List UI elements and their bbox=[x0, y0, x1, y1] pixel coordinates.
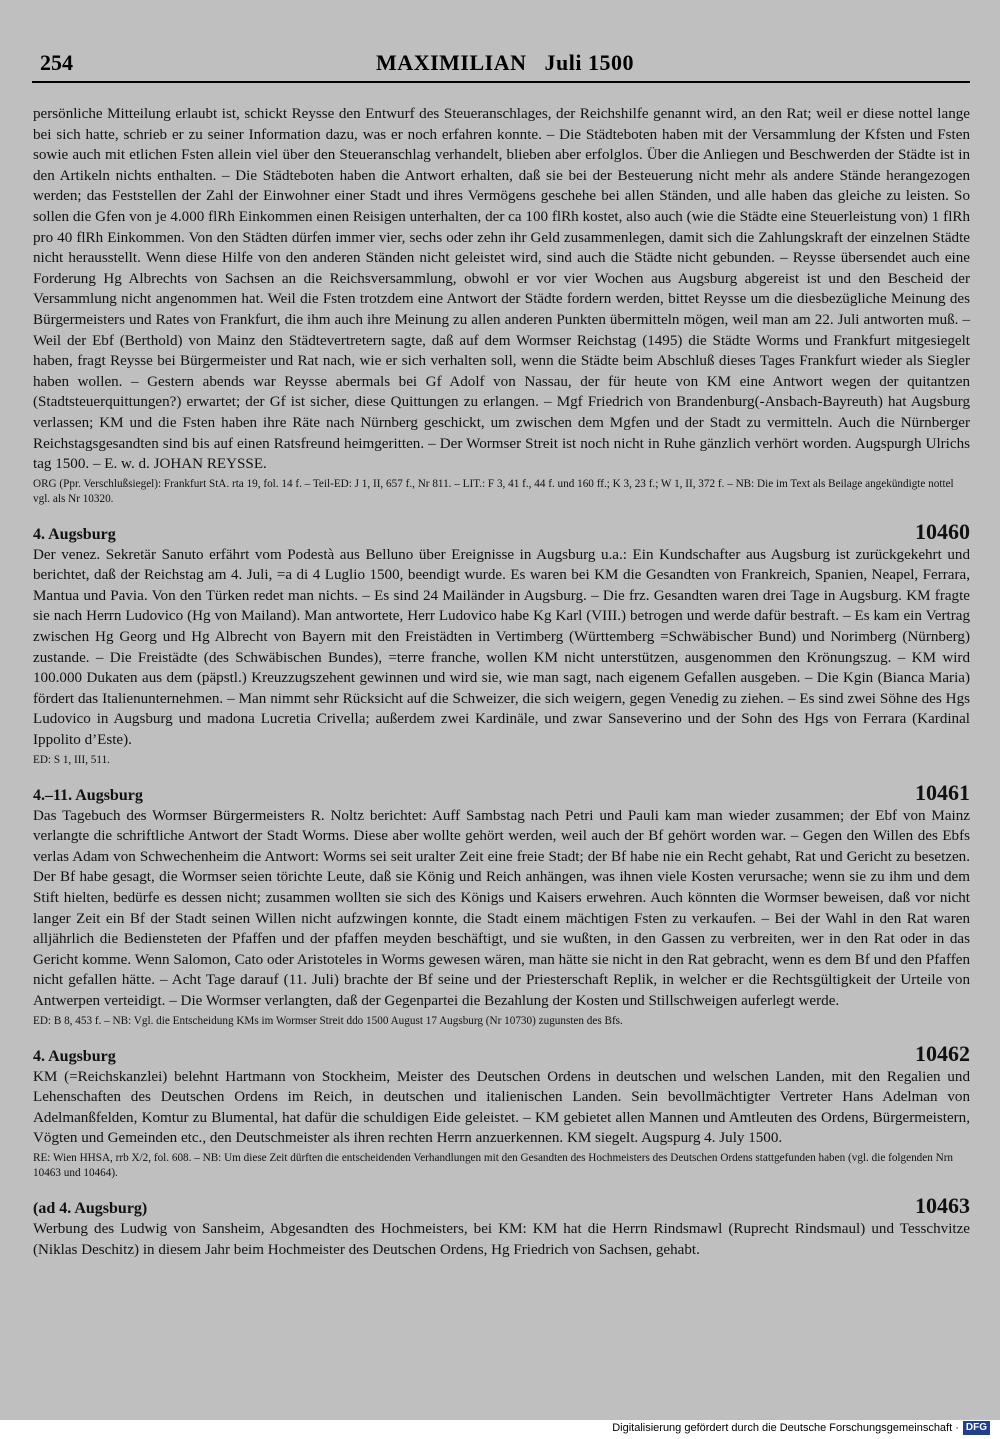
header-rule bbox=[32, 81, 970, 83]
entry-header bbox=[33, 519, 970, 545]
entry-source: ED: B 8, 453 f. – NB: Vgl. die Entscheidung KMs im Wormser Streit ddo 1500 August 17 Augsburg (Nr 10730) zugunsten des Bfs. bbox=[33, 1014, 623, 1027]
footer-credit: Digitalisierung gefördert durch die Deutsche Forschungsgemeinschaft · bbox=[612, 1422, 959, 1434]
entry-source: ED: S 1, III, 511. bbox=[33, 753, 110, 766]
entry-header bbox=[33, 780, 970, 806]
entry-text: Der venez. Sekretär Sanuto erfährt vom Podestà aus Belluno über Ereignisse in Augsburg u.a.: Ein Kundschafter aus Augsburg ist zurückgekehrt und berichtet, daß der Reichstag am 4. Juli, =a di 4 Luglio 1500, beendigt wurde. Es waren bei KM die Gesandten von Frankreich, Spanien, Neapel, Ferrara, Mantua und Pavia. Von den Türken redet man nichts. – Es sind 24 Mailänder in Augsburg. – Die frz. Gesandten waren drei Tage in Augsburg. KM fragte sie nach Herrn Ludovico (Hg von Mailand). Man antwortete, Herr Ludovico habe Kg Karl (VIII.) betrogen und werde dafür bestraft. – Es kam ein Vertrag zwischen Hg Georg und Hg Albrecht von Bayern mit den Freistädten in Vertimberg (Württemberg =Schwäbischer Bund) und Norimberg (Nürnberg) zustande. – Die Freistädte (des Schwäbischen Bundes), =terre franche, wollen KM nicht unterstützen, ausgenommen den Krönungszug. – KM wird 100.000 Dukaten aus dem (päpstl.) Kreuzzugszehent gewinnen und wird sie, wie man sagt, nach eigenem Gefallen ausgeben. – Die Kgin (Bianca Maria) fördert das Italienunternehmen. – Man nimmt sehr Rücksicht auf die Schweizer, die sich weigern, gegen Venedig zu ziehen. – Es sind zwei Söhne des Hgs Ludovico in Augsburg und madona Lucretia Crivella; außerdem zwei Kardinäle, und zwar Sanseverino und der Sohn des Hgs von Ferrara (Kardinal Ippolito d’Este). bbox=[33, 546, 970, 749]
entry-date: 4. Augsburg bbox=[33, 525, 116, 543]
entry-date: 4.–11. Augsburg bbox=[33, 786, 143, 804]
dfg-logo: DFG bbox=[963, 1421, 990, 1435]
continuation-text: persönliche Mitteilung erlaubt ist, schickt Reysse den Entwurf des Steueranschlages, der Reichshilfe genannt wird, an den Rat; weil er diese nottel lange bei sich hatte, schrieb er zu seiner Information dazu, was er noch erfahren konnte. – Die Städteboten haben mit der Versammlung der Kfsten und Fsten sowie auch mit etlichen Fsten allein viel über den Steueranschlag verhandelt, blieben aber erfolglos. Über die Anliegen und Beschwerden der Städte ist in den Artikeln nichts enthalten. – Die Städteboten haben die Antwort erhalten, daß sie bei der Besteuerung nicht mehr als andere Stände herangezogen werden; das Feststellen der Zahl der Einwohner einer Stadt und ihres Vermögens geschehe bei allen Ständen, und alle haben das gleiche zu leisten. So sollen die Gfen von je 4.000 flRh Einkommen einen Reisigen unterhalten, der ca 100 flRh kostet, also auch (wie die Städte eine Steuerleistung von) 1 flRh pro 40 flRh Einkommen. Von den Städten dürfen immer vier, sechs oder zehn ihr Geld zusammenlegen, damit sich die Zahlungskraft der einzelnen Städte nicht herausstellt. Wenn diese Hilfe von den anderen Ständen nicht geleistet wird, sind auch die Städte nicht gebunden. – Reysse übersendet auch eine Forderung Hg Albrechts von Sachsen an die Reichsversammlung, obwohl er vor vier Wochen aus Augsburg abgereist ist und den Bescheid der Versammlung nicht angenommen hat. Weil die Fsten trotzdem eine Antwort der Städte fordern werden, bittet Reysse um die diesbezügliche Meinung des Bürgermeisters und Rates von Frankfurt, die ihm auch ihre Meinung zu allen anderen Punkten übermitteln mögen, weil man am 22. Juli antworten muß. – Weil der Ebf (Berthold) von Mainz den Städtevertretern sagte, daß auf dem Wormser Reichstag (1495) die Städte Worms und Frankfurt mitgesiegelt haben, fragt Reysse bei Bürgermeister und Rat nach, wie er sich verhalten soll, wenn die Städte beim Abschluß dieses Tages Frankfurt wieder als Siegler haben wollen. – Gestern abends war Reysse abermals bei Gf Adolf von Nassau, der für heute von KM eine Antwort wegen der quitantzen (Stadtsteuerquittungen?) erwartet; der Gf ist sicher, diese Quittungen zu erlangen. – Mgf Friedrich von Brandenburg(-Ansbach-Bayreuth) hat Augsburg verlassen; KM und die Fsten haben ihre Räte nach Nürnberg geschickt, um zwischen dem Mgfen und der Stadt zu vermitteln. Auch die Nürnberger Reichstagsgesandten sind bis auf einen Ratsfreund heimgeritten. – Der Wormser Streit ist noch nicht in Ruhe gänzlich verhört worden. Augspurgh Ulrichs tag 1500. – E. w. d. JOHAN REYSSE. bbox=[33, 106, 970, 473]
entry-number: 10462 bbox=[915, 1040, 970, 1066]
regest-entry bbox=[33, 1041, 970, 1181]
entry-date: (ad 4. Augsburg) bbox=[33, 1199, 148, 1217]
entry-source: RE: Wien HHSA, rrb X/2, fol. 608. – NB: Um diese Zeit dürften die entscheidenden Verhandlungen mit den Gesandten des Hochmeisters des Deutschen Ordens stattgefunden haben (vgl. die folgenden Nrn 10463 und 10464). bbox=[33, 1151, 954, 1179]
entry-number: 10463 bbox=[915, 1192, 970, 1218]
regest-entry bbox=[33, 519, 970, 768]
entry-text: Werbung des Ludwig von Sansheim, Abgesandten des Hochmeisters, bei KM: KM hat die Herrn Rindsmawl (Ruprecht Rindsmaul) und Tesschvitze (Niklas Deschitz) in diesem Jahr beim Hochmeister des Deutschen Ordens, Hg Friedrich von Sachsen, gehabt. bbox=[33, 1220, 970, 1258]
entry-text: KM (=Reichskanzlei) belehnt Hartmann von Stockheim, Meister des Deutschen Ordens in deutschen und welschen Landen, mit den Regalien und Lehenschaften des Deutschen Ordens im Reich, in deutschen und italienischen Landen. Sein bevollmächtigter Vertreter Hans Adelman von Adelmanßfelden, Komtur zu Blumental, hat dafür die schuldigen Eide geleistet. – KM gebietet allen Mannen und Amtleuten des Ordens, Bürgermeistern, Vögten und Gemeinden etc., den Deutschmeister als ihren rechten Herrn anzuerkennen. KM siegelt. Augspurg 4. July 1500. bbox=[33, 1068, 970, 1147]
entry-date: 4. Augsburg bbox=[33, 1047, 116, 1065]
entry-number: 10460 bbox=[915, 518, 970, 544]
entry-header bbox=[33, 1193, 970, 1219]
digitization-footer bbox=[612, 1421, 990, 1435]
page-header bbox=[40, 50, 970, 82]
entry-number: 10461 bbox=[915, 779, 970, 805]
continuation-source: ORG (Ppr. Verschlußsiegel): Frankfurt StA. rta 19, fol. 14 f. – Teil-ED: J 1, II, 657 f., Nr 811. – LIT.: F 3, 41 f., 44 f. und 160 ff.; K 3, 23 f.; W 1, II, 372 f. – NB: Die im Text als Beilage angekündigte nottel vgl. als Nr 10320. bbox=[33, 477, 954, 505]
running-title: MAXIMILIAN Juli 1500 bbox=[376, 50, 634, 75]
page-number: 254 bbox=[40, 50, 73, 75]
page-body bbox=[33, 104, 970, 1260]
entry-text: Das Tagebuch des Wormser Bürgermeisters R. Noltz berichtet: Auff Sambstag nach Petri und Pauli kam man wieder zusammen; der Ebf von Mainz verlangte die schriftliche Antwort der Stadt Worms. Diese aber wollte gehört werden, weil auch der Bf gehört worden war. – Gegen den Willen des Ebfs verlas Adam von Schwechenheim die Antwort: Worms sei seit uralter Zeit eine freie Stadt; der Bf habe nie ein Recht gehabt, Rat und Gericht zu besetzen. Der Bf habe gesagt, die Wormser seien törichte Leute, daß sie König und Reich anhängen, was ihnen viele Kosten verursache; wenn sie zu ihm und dem Stift hielten, bedürfe es dessen nicht; zusammen wollten sie sich des Königs und Kaisers erwehren. Auch könnten die Wormser beweisen, daß vor nicht langer Zeit ein Bf der Stadt seinen Willen nicht aufzwingen konnte, die Stadt einem mächtigen Fsten zu verkaufen. – Bei der Wahl in den Rat waren alljährlich die Bediensteten der Pfaffen und der pfaffen meyden beschäftigt, und sie wußten, in den Gassen zu verbreiten, wer in den Rat oder in das Gericht komme. Wenn Salomon, Cato oder Aristoteles in Worms gewesen wären, man hätte sie nicht in den Rat gebracht, wenn es dem Bf und den Pfaffen nicht gefallen hätte. – Acht Tage darauf (11. Juli) brachte der Bf seine und der Priesterschaft Replik, in welcher er die Rechtsgültigkeit der Urteile von Antwerpen verteidigt. – Die Wormser verlangten, daß der Gegenpartei die Bezahlung der Kosten und Stillschweigen auferlegt werde. bbox=[33, 807, 970, 1009]
entry-header bbox=[33, 1041, 970, 1067]
regest-entry bbox=[33, 1193, 970, 1260]
regest-entry bbox=[33, 780, 970, 1029]
